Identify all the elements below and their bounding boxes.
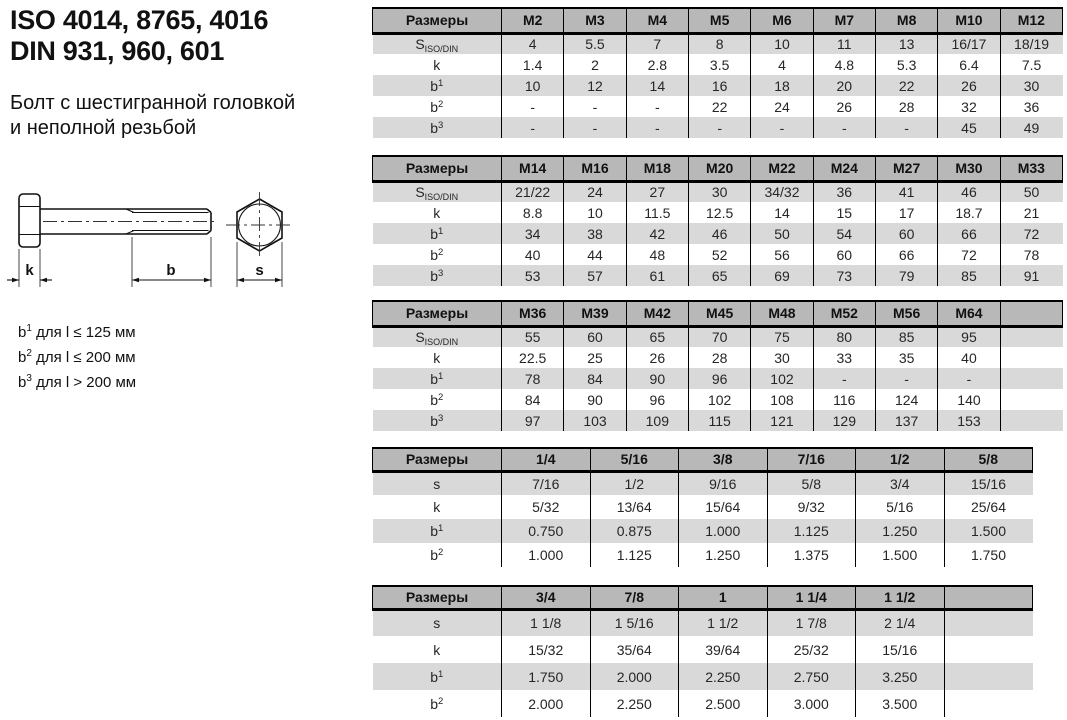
value-cell: 25/64 xyxy=(944,495,1033,519)
column-header xyxy=(1000,301,1062,326)
value-cell: 78 xyxy=(1000,244,1062,265)
value-cell: 0.750 xyxy=(502,519,591,543)
value-cell: 11.5 xyxy=(626,202,688,223)
value-cell: 36 xyxy=(813,181,875,202)
column-header: 1 1/4 xyxy=(767,586,856,609)
bolt-head-side-view xyxy=(19,194,40,247)
hex-end-view xyxy=(226,192,293,258)
value-cell: - xyxy=(502,117,564,138)
value-cell: 96 xyxy=(688,368,750,389)
value-cell: 1.000 xyxy=(502,543,591,567)
size-table-inch-large xyxy=(372,585,1033,717)
value-cell: 40 xyxy=(938,347,1000,368)
table-row xyxy=(373,690,1033,717)
size-header-cell: Размеры xyxy=(373,156,502,181)
value-cell: 5/16 xyxy=(856,495,945,519)
row-label: $b^1$ xyxy=(373,223,502,244)
value-cell: 44 xyxy=(564,244,626,265)
value-cell: 28 xyxy=(688,347,750,368)
value-cell: 4.8 xyxy=(813,54,875,75)
value-cell: 2.250 xyxy=(590,690,679,717)
value-cell: 109 xyxy=(626,410,688,431)
value-cell xyxy=(944,663,1033,690)
value-cell: 35 xyxy=(875,347,937,368)
value-cell: 14 xyxy=(626,75,688,96)
column-header: 3/4 xyxy=(502,586,591,609)
value-cell: 45 xyxy=(938,117,1000,138)
table-row xyxy=(373,471,1033,495)
value-cell: 14 xyxy=(751,202,813,223)
note-line: $b^3$ для l > 200 мм xyxy=(18,373,137,391)
column-header xyxy=(944,586,1033,609)
row-label: $S_{ISO/DIN}$ xyxy=(373,326,502,347)
row-label: k xyxy=(373,347,502,368)
row-label: k xyxy=(373,495,502,519)
value-cell: 97 xyxy=(502,410,564,431)
value-cell xyxy=(1000,410,1062,431)
row-label: k xyxy=(373,54,502,75)
value-cell: 91 xyxy=(1000,265,1062,286)
value-cell: 25/32 xyxy=(767,636,856,663)
value-cell: - xyxy=(875,117,937,138)
value-cell: 2.250 xyxy=(679,663,768,690)
value-cell: 75 xyxy=(751,326,813,347)
table-row xyxy=(373,244,1063,265)
value-cell: 80 xyxy=(813,326,875,347)
table-row xyxy=(373,265,1063,286)
value-cell: 3.250 xyxy=(856,663,945,690)
column-header: 1 xyxy=(679,586,768,609)
value-cell: 3.000 xyxy=(767,690,856,717)
value-cell: 84 xyxy=(502,389,564,410)
value-cell xyxy=(944,690,1033,717)
value-cell: 1.000 xyxy=(679,519,768,543)
column-header: 1/4 xyxy=(502,448,591,471)
row-label: $b^2$ xyxy=(373,543,502,567)
row-label: $b^3$ xyxy=(373,410,502,431)
value-cell: 49 xyxy=(1000,117,1062,138)
value-cell: 12.5 xyxy=(688,202,750,223)
table-row xyxy=(373,54,1063,75)
value-cell: 34/32 xyxy=(751,181,813,202)
value-cell: - xyxy=(626,96,688,117)
value-cell: 72 xyxy=(1000,223,1062,244)
column-header: 5/8 xyxy=(944,448,1033,471)
bolt-technical-drawing xyxy=(5,186,310,298)
value-cell: 5.5 xyxy=(564,33,626,54)
column-header: M7 xyxy=(813,8,875,33)
value-cell: 54 xyxy=(813,223,875,244)
value-cell: 55 xyxy=(502,326,564,347)
column-header: M30 xyxy=(938,156,1000,181)
value-cell: 1 5/16 xyxy=(590,609,679,636)
value-cell: 21/22 xyxy=(502,181,564,202)
value-cell: 115 xyxy=(688,410,750,431)
value-cell: - xyxy=(813,117,875,138)
thread-length-notes xyxy=(18,320,136,395)
value-cell: 79 xyxy=(875,265,937,286)
value-cell: 13/64 xyxy=(590,495,679,519)
size-header-cell: Размеры xyxy=(373,586,502,609)
value-cell: 1 1/8 xyxy=(502,609,591,636)
value-cell: - xyxy=(938,368,1000,389)
value-cell: 22.5 xyxy=(502,347,564,368)
column-header: M12 xyxy=(1000,8,1062,33)
value-cell: 60 xyxy=(564,326,626,347)
value-cell: 18.7 xyxy=(938,202,1000,223)
value-cell: 2.8 xyxy=(626,54,688,75)
row-label: $b^3$ xyxy=(373,117,502,138)
table-row xyxy=(373,75,1063,96)
value-cell: 50 xyxy=(1000,181,1062,202)
table-row xyxy=(373,33,1063,54)
value-cell: 16/17 xyxy=(938,33,1000,54)
value-cell: 96 xyxy=(626,389,688,410)
size-table-inch-small xyxy=(372,447,1033,567)
value-cell: 60 xyxy=(875,223,937,244)
value-cell: 1 1/2 xyxy=(679,609,768,636)
value-cell: 27 xyxy=(626,181,688,202)
column-header: M48 xyxy=(751,301,813,326)
value-cell: 60 xyxy=(813,244,875,265)
value-cell: 17 xyxy=(875,202,937,223)
value-cell: 46 xyxy=(688,223,750,244)
value-cell: 153 xyxy=(938,410,1000,431)
value-cell: 32 xyxy=(938,96,1000,117)
value-cell: 4 xyxy=(751,54,813,75)
value-cell: 7.5 xyxy=(1000,54,1062,75)
dimension-b xyxy=(132,237,211,287)
value-cell: 3.5 xyxy=(688,54,750,75)
value-cell: 15 xyxy=(813,202,875,223)
value-cell: 30 xyxy=(751,347,813,368)
value-cell: 69 xyxy=(751,265,813,286)
value-cell: 0.875 xyxy=(590,519,679,543)
row-label: s xyxy=(373,471,502,495)
value-cell: 8 xyxy=(688,33,750,54)
size-header-cell: Размеры xyxy=(373,301,502,326)
value-cell: 1.125 xyxy=(590,543,679,567)
row-label: $b^1$ xyxy=(373,75,502,96)
table-row xyxy=(373,389,1063,410)
value-cell: 108 xyxy=(751,389,813,410)
row-label: $b^2$ xyxy=(373,690,502,717)
value-cell: 26 xyxy=(813,96,875,117)
value-cell: 61 xyxy=(626,265,688,286)
table-row xyxy=(373,609,1033,636)
value-cell: 124 xyxy=(875,389,937,410)
value-cell: 85 xyxy=(938,265,1000,286)
column-header: M2 xyxy=(502,8,564,33)
size-header-cell: Размеры xyxy=(373,448,502,471)
value-cell: 1.375 xyxy=(767,543,856,567)
value-cell: 137 xyxy=(875,410,937,431)
value-cell: 56 xyxy=(751,244,813,265)
value-cell: 24 xyxy=(564,181,626,202)
value-cell: 9/32 xyxy=(767,495,856,519)
value-cell: 1 7/8 xyxy=(767,609,856,636)
row-label: $b^2$ xyxy=(373,389,502,410)
value-cell: 2.500 xyxy=(679,690,768,717)
page-subtitle xyxy=(10,91,295,141)
column-header: M5 xyxy=(688,8,750,33)
value-cell: 1.500 xyxy=(944,519,1033,543)
size-table-m36-m64 xyxy=(372,300,1063,431)
value-cell: 70 xyxy=(688,326,750,347)
value-cell: 41 xyxy=(875,181,937,202)
value-cell: 22 xyxy=(875,75,937,96)
note-line: $b^1$ для l ≤ 125 мм xyxy=(18,323,136,341)
row-label: $b^1$ xyxy=(373,368,502,389)
dimension-label-s: s xyxy=(255,262,264,279)
subtitle-line-2: и неполной резьбой xyxy=(10,117,197,139)
value-cell: 16 xyxy=(688,75,750,96)
column-header: M39 xyxy=(564,301,626,326)
value-cell: 24 xyxy=(751,96,813,117)
value-cell: 102 xyxy=(751,368,813,389)
row-label: $b^3$ xyxy=(373,265,502,286)
value-cell: - xyxy=(564,96,626,117)
value-cell xyxy=(1000,389,1062,410)
column-header: M18 xyxy=(626,156,688,181)
table-row xyxy=(373,410,1063,431)
value-cell: 15/16 xyxy=(944,471,1033,495)
table-row xyxy=(373,117,1063,138)
value-cell: 102 xyxy=(688,389,750,410)
table-row xyxy=(373,636,1033,663)
value-cell: 2 xyxy=(564,54,626,75)
value-cell: 46 xyxy=(938,181,1000,202)
size-header-cell: Размеры xyxy=(373,8,502,33)
value-cell: 10 xyxy=(502,75,564,96)
dimension-label-b: b xyxy=(166,262,176,279)
dimension-k xyxy=(7,249,52,287)
value-cell: 5/32 xyxy=(502,495,591,519)
value-cell: 57 xyxy=(564,265,626,286)
value-cell: 26 xyxy=(626,347,688,368)
value-cell: 4 xyxy=(502,33,564,54)
value-cell: 2.000 xyxy=(590,663,679,690)
value-cell: 30 xyxy=(688,181,750,202)
column-header: M20 xyxy=(688,156,750,181)
value-cell: 35/64 xyxy=(590,636,679,663)
value-cell: 12 xyxy=(564,75,626,96)
column-header: M8 xyxy=(875,8,937,33)
value-cell: 1.750 xyxy=(502,663,591,690)
column-header: M52 xyxy=(813,301,875,326)
value-cell: 10 xyxy=(564,202,626,223)
value-cell: - xyxy=(564,117,626,138)
column-header: 3/8 xyxy=(679,448,768,471)
row-label: $S_{ISO/DIN}$ xyxy=(373,181,502,202)
value-cell: 42 xyxy=(626,223,688,244)
value-cell: 10 xyxy=(751,33,813,54)
column-header: M45 xyxy=(688,301,750,326)
value-cell xyxy=(1000,368,1062,389)
row-label: $b^1$ xyxy=(373,519,502,543)
table-row xyxy=(373,495,1033,519)
value-cell: - xyxy=(751,117,813,138)
column-header: M4 xyxy=(626,8,688,33)
column-header: M3 xyxy=(564,8,626,33)
value-cell: 116 xyxy=(813,389,875,410)
value-cell: 85 xyxy=(875,326,937,347)
value-cell: 72 xyxy=(938,244,1000,265)
row-label: $S_{ISO/DIN}$ xyxy=(373,33,502,54)
value-cell: 66 xyxy=(938,223,1000,244)
value-cell: 40 xyxy=(502,244,564,265)
value-cell: 2.750 xyxy=(767,663,856,690)
value-cell: 103 xyxy=(564,410,626,431)
value-cell: 65 xyxy=(626,326,688,347)
title-din-line: DIN 931, 960, 601 xyxy=(10,36,225,66)
column-header: M24 xyxy=(813,156,875,181)
value-cell: 129 xyxy=(813,410,875,431)
value-cell xyxy=(944,636,1033,663)
value-cell: 90 xyxy=(564,389,626,410)
column-header: M33 xyxy=(1000,156,1062,181)
value-cell: 39/64 xyxy=(679,636,768,663)
value-cell: 9/16 xyxy=(679,471,768,495)
table-row xyxy=(373,202,1063,223)
value-cell: - xyxy=(813,368,875,389)
value-cell: 5/8 xyxy=(767,471,856,495)
value-cell: 11 xyxy=(813,33,875,54)
value-cell: 1.4 xyxy=(502,54,564,75)
column-header: 7/16 xyxy=(767,448,856,471)
value-cell: 2.000 xyxy=(502,690,591,717)
title-iso-line: ISO 4014, 8765, 4016 xyxy=(10,5,269,35)
value-cell: 65 xyxy=(688,265,750,286)
value-cell: 15/32 xyxy=(502,636,591,663)
value-cell: - xyxy=(688,117,750,138)
value-cell: 26 xyxy=(938,75,1000,96)
table-row xyxy=(373,181,1063,202)
value-cell: 28 xyxy=(875,96,937,117)
table-row xyxy=(373,368,1063,389)
table-row xyxy=(373,96,1063,117)
value-cell: 73 xyxy=(813,265,875,286)
value-cell: 84 xyxy=(564,368,626,389)
value-cell: 33 xyxy=(813,347,875,368)
column-header: M22 xyxy=(751,156,813,181)
column-header: 1 1/2 xyxy=(856,586,945,609)
value-cell: 6.4 xyxy=(938,54,1000,75)
value-cell: 13 xyxy=(875,33,937,54)
value-cell: 1/2 xyxy=(590,471,679,495)
table-row xyxy=(373,326,1063,347)
column-header: M36 xyxy=(502,301,564,326)
column-header: 1/2 xyxy=(856,448,945,471)
value-cell: 18 xyxy=(751,75,813,96)
row-label: k xyxy=(373,636,502,663)
subtitle-line-1: Болт с шестигранной головкой xyxy=(10,92,296,114)
value-cell: 52 xyxy=(688,244,750,265)
value-cell: 21 xyxy=(1000,202,1062,223)
note-line: $b^2$ для l ≤ 200 мм xyxy=(18,348,136,366)
value-cell: 38 xyxy=(564,223,626,244)
value-cell: 3.500 xyxy=(856,690,945,717)
table-row xyxy=(373,663,1033,690)
value-cell: 15/16 xyxy=(856,636,945,663)
column-header: M10 xyxy=(938,8,1000,33)
value-cell: 95 xyxy=(938,326,1000,347)
value-cell: - xyxy=(626,117,688,138)
value-cell: 140 xyxy=(938,389,1000,410)
value-cell: 34 xyxy=(502,223,564,244)
value-cell: 121 xyxy=(751,410,813,431)
column-header: 7/8 xyxy=(590,586,679,609)
value-cell: 18/19 xyxy=(1000,33,1062,54)
value-cell xyxy=(1000,347,1062,368)
value-cell xyxy=(944,609,1033,636)
value-cell: 78 xyxy=(502,368,564,389)
value-cell: 7/16 xyxy=(502,471,591,495)
value-cell: 25 xyxy=(564,347,626,368)
column-header: M56 xyxy=(875,301,937,326)
value-cell: 20 xyxy=(813,75,875,96)
value-cell: 50 xyxy=(751,223,813,244)
table-row xyxy=(373,543,1033,567)
column-header: M6 xyxy=(751,8,813,33)
value-cell: 1.250 xyxy=(856,519,945,543)
value-cell: 1.250 xyxy=(679,543,768,567)
dimension-label-k: k xyxy=(25,262,34,279)
table-row xyxy=(373,347,1063,368)
value-cell xyxy=(1000,326,1062,347)
column-header: M64 xyxy=(938,301,1000,326)
column-header: M16 xyxy=(564,156,626,181)
value-cell: 90 xyxy=(626,368,688,389)
row-label: k xyxy=(373,202,502,223)
row-label: s xyxy=(373,609,502,636)
page-title xyxy=(10,5,268,67)
value-cell: - xyxy=(875,368,937,389)
table-row xyxy=(373,519,1033,543)
column-header: 5/16 xyxy=(590,448,679,471)
row-label: $b^1$ xyxy=(373,663,502,690)
value-cell: 48 xyxy=(626,244,688,265)
value-cell: 1.125 xyxy=(767,519,856,543)
column-header: M14 xyxy=(502,156,564,181)
table-row xyxy=(373,223,1063,244)
value-cell: 1.750 xyxy=(944,543,1033,567)
column-header: M42 xyxy=(626,301,688,326)
size-table-m14-m33 xyxy=(372,155,1063,286)
value-cell: 7 xyxy=(626,33,688,54)
value-cell: 8.8 xyxy=(502,202,564,223)
row-label: $b^2$ xyxy=(373,244,502,265)
value-cell: 53 xyxy=(502,265,564,286)
value-cell: 5.3 xyxy=(875,54,937,75)
value-cell: 15/64 xyxy=(679,495,768,519)
value-cell: 66 xyxy=(875,244,937,265)
value-cell: 22 xyxy=(688,96,750,117)
value-cell: 36 xyxy=(1000,96,1062,117)
value-cell: 30 xyxy=(1000,75,1062,96)
size-table-m2-m12 xyxy=(372,7,1063,138)
column-header: M27 xyxy=(875,156,937,181)
value-cell: 1.500 xyxy=(856,543,945,567)
value-cell: - xyxy=(502,96,564,117)
value-cell: 2 1/4 xyxy=(856,609,945,636)
value-cell: 3/4 xyxy=(856,471,945,495)
row-label: $b^2$ xyxy=(373,96,502,117)
